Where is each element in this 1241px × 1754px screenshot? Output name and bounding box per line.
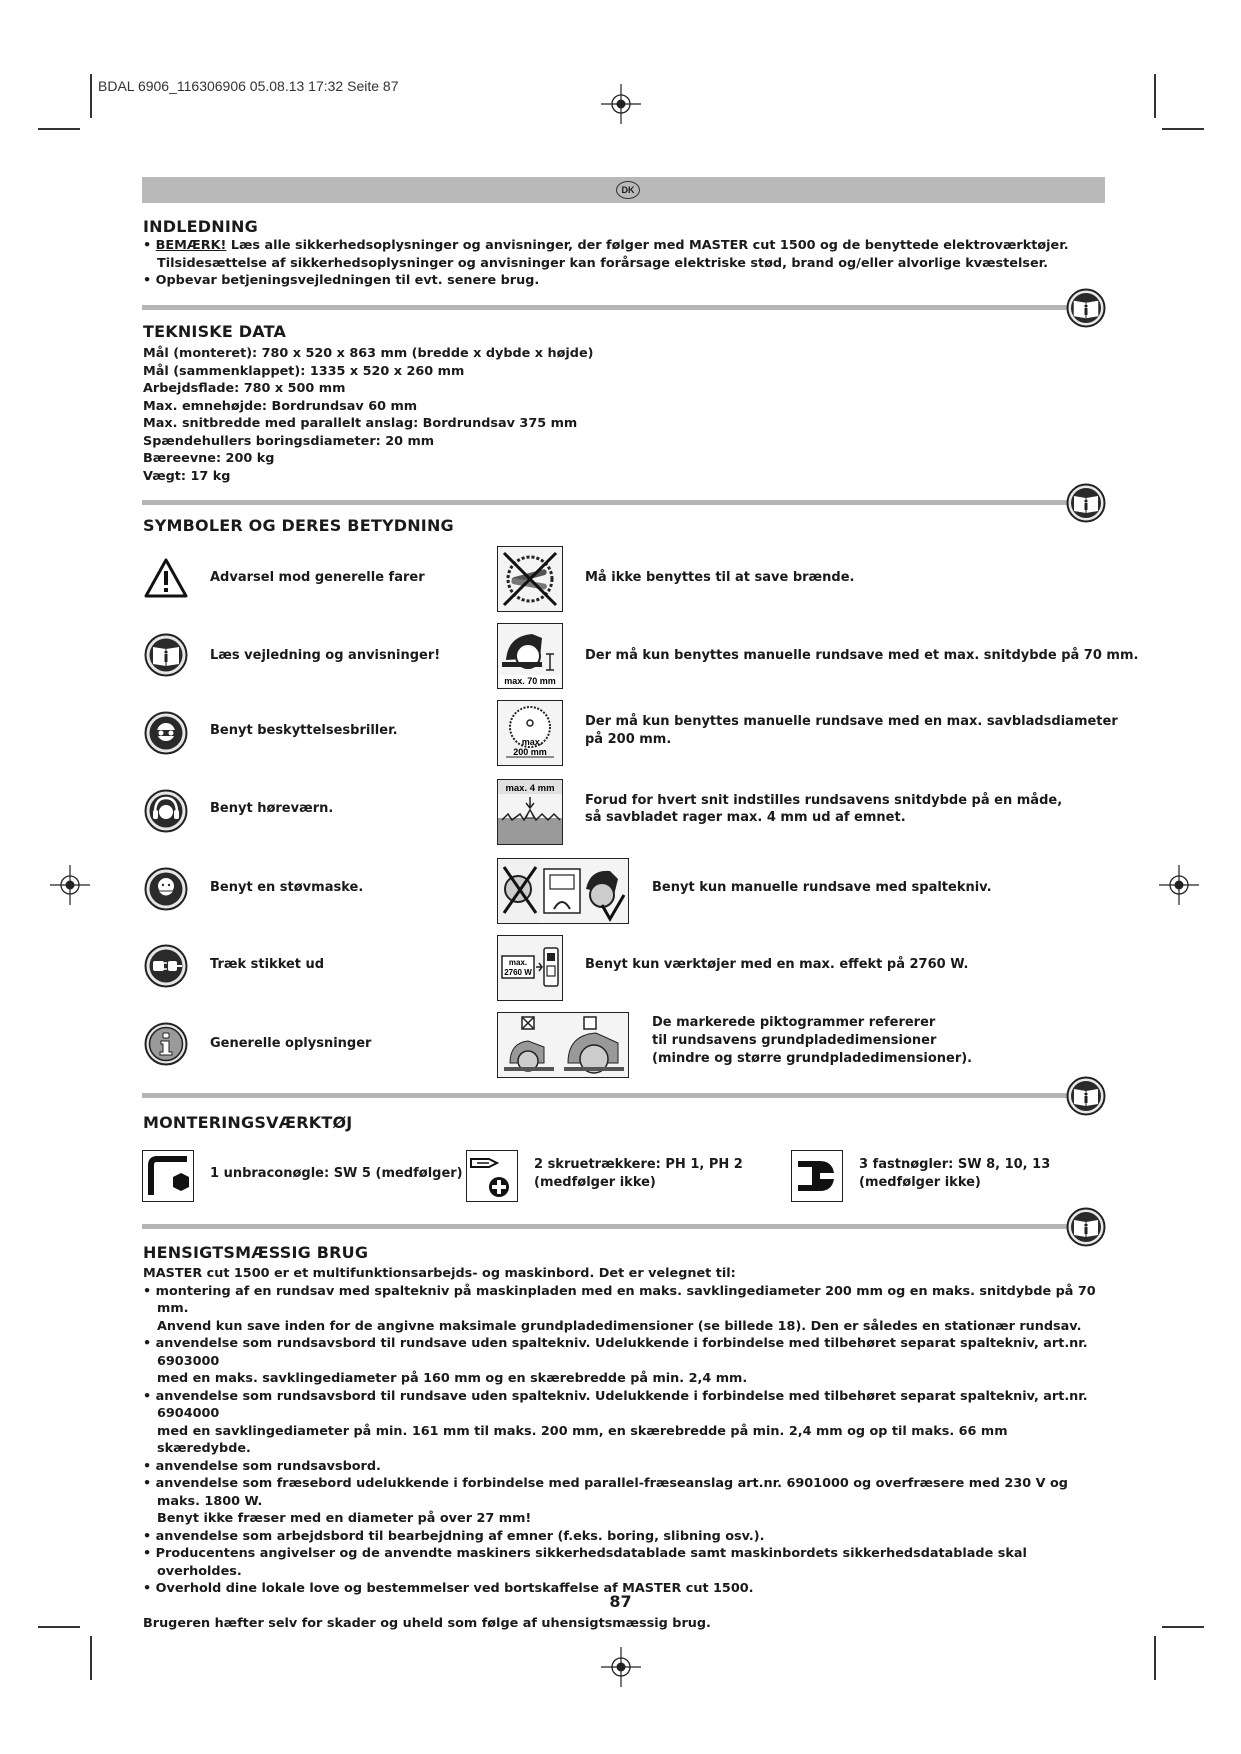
tool-label: (medfølger ikke) <box>534 1175 656 1190</box>
symbol-label: Forud for hvert snit indstilles rundsavens snitdybde på en måde, <box>585 793 1063 808</box>
wrench-icon-box <box>791 1150 843 1202</box>
page-number: 87 <box>609 1592 632 1611</box>
list-item-text: Producentens angivelser og de anvendte maskiners sikkerhedsdatablade samt maskinbordets sikkerhedsdatablade skal overholdes. <box>155 1546 1027 1579</box>
safety-goggles-icon <box>144 711 188 755</box>
tool-label: 1 unbraconøgle: SW 5 (medfølger) <box>210 1166 463 1181</box>
max-cut-depth-icon <box>498 624 562 688</box>
registration-mark-icon <box>50 865 90 905</box>
note-label: BEMÆRK! <box>155 238 227 253</box>
keep-manual-text: Opbevar betjeningsvejledningen til evt. senere brug. <box>155 273 540 288</box>
icon-caption: max. 4 mm <box>505 783 555 794</box>
symbol-label: på 200 mm. <box>585 732 672 747</box>
allen-key-icon-box <box>142 1150 194 1202</box>
symbol-label: så savbladet rager max. 4 mm ud af emnet. <box>585 810 906 825</box>
tech-data-list <box>143 345 843 485</box>
symbol-label: Træk stikket ud <box>210 957 325 972</box>
symbol-label: Der må kun benyttes manuelle rundsave med en max. savbladsdiameter <box>585 714 1118 729</box>
list-item: • anvendelse som rundsavsbord. <box>143 1458 381 1474</box>
registration-mark-icon <box>601 1647 641 1687</box>
symbol-label: Benyt beskyttelsesbriller. <box>210 723 398 738</box>
list-item-text: anvendelse som rundsavsbord til rundsave uden spaltekniv. Udelukkende i forbindelse med tilbehøret separat spaltekniv, art.nr. 6903000 <box>155 1336 1088 1369</box>
list-item: • anvendelse som rundsavsbord til rundsave uden spaltekniv. Udelukkende i forbindelse med tilbehøret separat spaltekniv, art.nr. 6903000 <box>143 1336 1088 1369</box>
liability-text: Brugeren hæfter selv for skader og uheld som følge af uhensigtsmæssig brug. <box>143 1615 711 1631</box>
list-item: • montering af en rundsav med spaltekniv på maskinpladen med en maks. savklingediameter 200 mm og en maks. snitdybde på 70 mm. <box>143 1283 1096 1316</box>
tool-label: 2 skruetrækkere: PH 1, PH 2 <box>534 1157 743 1172</box>
riving-knife-icon-box <box>497 858 629 924</box>
base-plate-dimension-icon <box>498 1013 628 1077</box>
list-item-text: anvendelse som rundsavsbord. <box>155 1458 381 1474</box>
crop-mark <box>1154 1636 1156 1680</box>
tech-line: Max. snitbredde med parallelt anslag: Bordrundsav 375 mm <box>143 416 578 431</box>
symbol-label: Der må kun benyttes manuelle rundsave med et max. snitdybde på 70 mm. <box>585 648 1139 663</box>
read-manual-icon <box>144 633 188 677</box>
icon-caption: 200 mm <box>513 747 547 757</box>
max-blade-diameter-icon-box <box>497 700 563 766</box>
tools-heading: MONTERINGSVÆRKTØJ <box>143 1113 353 1132</box>
tech-line: Mål (monteret): 780 x 520 x 863 mm (bredde x dybde x højde) <box>143 346 594 361</box>
icon-caption: max. 70 mm <box>504 676 556 686</box>
symbol-label: (mindre og større grundpladedimensioner). <box>652 1051 973 1066</box>
list-item-text: anvendelse som rundsavsbord til rundsave uden spaltekniv. Udelukkende i forbindelse med tilbehøret separat spaltekniv, art.nr. 6904000 <box>155 1388 1088 1421</box>
max-power-icon-box <box>497 935 563 1001</box>
crop-mark <box>90 1636 92 1680</box>
tech-line: Vægt: 17 kg <box>143 468 231 484</box>
list-item-text: anvendelse som arbejdsbord til bearbejdning af emner (f.eks. boring, slibning osv.). <box>155 1528 765 1544</box>
warning-triangle-icon <box>144 558 188 598</box>
info-icon <box>144 1022 188 1066</box>
max-blade-diameter-icon <box>498 701 562 765</box>
allen-key-icon <box>143 1151 193 1201</box>
language-band <box>142 177 1105 203</box>
tech-line: Bæreevne: 200 kg <box>143 451 275 466</box>
registration-mark-icon <box>1159 865 1199 905</box>
max-power-icon <box>498 936 562 1000</box>
read-manual-icon <box>1066 1076 1106 1116</box>
symbol-label: Benyt kun manuelle rundsave med spaltekniv. <box>652 880 992 895</box>
unplug-icon <box>144 944 188 988</box>
list-item-text: Benyt ikke fræser med en diameter på over 27 mm! <box>157 1511 532 1526</box>
crop-mark <box>38 1626 80 1628</box>
symbol-label: De markerede piktogrammer refererer <box>652 1015 936 1030</box>
icon-caption: max. <box>521 737 543 747</box>
symbols-heading: SYMBOLER OG DERES BETYDNING <box>143 516 454 535</box>
icon-caption: 2760 W <box>504 968 532 977</box>
crop-mark <box>38 128 80 130</box>
dust-mask-icon <box>144 867 188 911</box>
list-item-text: montering af en rundsav med spaltekniv på maskinpladen med en maks. savklingediameter 200 mm og en maks. snitdybde på 70 mm. <box>155 1283 1096 1316</box>
list-item: • anvendelse som rundsavsbord til rundsave uden spaltekniv. Udelukkende i forbindelse med tilbehøret separat spaltekniv, art.nr. 6904000 <box>143 1388 1088 1421</box>
symbol-label: Læs vejledning og anvisninger! <box>210 648 441 663</box>
list-item: • anvendelse som arbejdsbord til bearbejdning af emner (f.eks. boring, slibning osv.). <box>143 1528 765 1544</box>
max-cut-depth-icon-box <box>497 623 563 689</box>
icon-caption: max. <box>508 958 528 967</box>
symbol-label: Benyt en støvmaske. <box>210 880 364 895</box>
wrench-icon <box>792 1151 842 1201</box>
no-firewood-icon-box <box>497 546 563 612</box>
usage-intro: MASTER cut 1500 er et multifunktionsarbejds- og maskinbord. Det er velegnet til: <box>143 1266 736 1281</box>
crop-mark <box>1162 128 1204 130</box>
list-item: • Producentens angivelser og de anvendte maskiners sikkerhedsdatablade samt maskinbordets sikkerhedsdatablade skal overholdes. <box>143 1546 1027 1579</box>
no-firewood-icon <box>498 547 562 611</box>
screwdriver-icon-box <box>466 1150 518 1202</box>
note-cont: Tilsidesættelse af sikkerhedsoplysninger og anvisninger kan forårsage elektriske stød, brand og/eller alvorlige kvæstelser. <box>157 255 1048 271</box>
symbol-label: Advarsel mod generelle farer <box>210 570 425 585</box>
usage-text <box>143 1265 1103 1632</box>
print-header: BDAL 6906_116306906 05.08.13 17:32 Seite 87 <box>98 78 399 94</box>
list-item: • anvendelse som fræsebord udelukkende i forbindelse med parallel-fræseanslag art.nr. 6901000 og overfræsere med 230 V og maks. 1800 W. <box>143 1476 1068 1509</box>
base-plate-dimension-icon-box <box>497 1012 629 1078</box>
list-item-text: Anvend kun save inden for de angivne maksimale grundpladedimensioner (se billede 18). Den er således en stationær rundsav. <box>157 1318 1082 1334</box>
blade-protrusion-icon-box <box>497 779 563 845</box>
tool-label: 3 fastnøgler: SW 8, 10, 13 <box>859 1157 1051 1172</box>
blade-protrusion-icon <box>498 780 562 844</box>
list-item-text: med en savklingediameter på min. 161 mm til maks. 200 mm, en skærebredde på min. 2,4 mm og op til maks. 66 mm skæredybde. <box>157 1423 1008 1456</box>
ear-protection-icon <box>144 789 188 833</box>
intro-text: • BEMÆRK! Læs alle sikkerhedsoplysninger og anvisninger, der følger med MASTER cut 1500 og de benyttede elektroværktøjer. Tilsidesættelse af sikkerhedsoplysninger og anvisninger kan forårsage elektriske stød, brand og/eller alvorlige kvæstelser. • Opbevar betjeningsvejledningen til evt. senere brug. <box>143 237 1093 290</box>
symbol-label: Generelle oplysninger <box>210 1036 372 1051</box>
registration-mark-icon <box>601 84 641 124</box>
list-item-text: Overhold dine lokale love og bestemmelser ved bortskaffelse af MASTER cut 1500. <box>155 1581 754 1596</box>
usage-heading: HENSIGTSMÆSSIG BRUG <box>143 1243 369 1262</box>
intro-heading: INDLEDNING <box>143 217 258 236</box>
section-divider <box>142 1093 1077 1098</box>
tech-line: Arbejdsflade: 780 x 500 mm <box>143 381 346 396</box>
screwdriver-icon <box>467 1151 517 1201</box>
riving-knife-icon <box>498 859 628 923</box>
symbol-label: Benyt kun værktøjer med en max. effekt på 2760 W. <box>585 957 969 972</box>
tech-line: Spændehullers boringsdiameter: 20 mm <box>143 433 435 449</box>
read-manual-icon <box>1066 483 1106 523</box>
section-divider <box>142 305 1077 310</box>
symbol-label: Må ikke benyttes til at save brænde. <box>585 570 855 585</box>
crop-mark <box>90 74 92 118</box>
symbol-label: Benyt høreværn. <box>210 801 334 816</box>
list-item-text: med en maks. savklingediameter på 160 mm og en skærebredde på min. 2,4 mm. <box>157 1371 748 1386</box>
list-item-text: anvendelse som fræsebord udelukkende i forbindelse med parallel-fræseanslag art.nr. 6901000 og overfræsere med 230 V og maks. 1800 W. <box>155 1476 1068 1509</box>
list-item: • Overhold dine lokale love og bestemmelser ved bortskaffelse af MASTER cut 1500. <box>143 1581 754 1596</box>
symbol-label: til rundsavens grundpladedimensioner <box>652 1033 937 1048</box>
note-text: Læs alle sikkerhedsoplysninger og anvisninger, der følger med MASTER cut 1500 og de benyttede elektroværktøjer. <box>226 238 1069 253</box>
language-badge: DK <box>616 181 640 199</box>
tech-heading: TEKNISKE DATA <box>143 322 287 341</box>
crop-mark <box>1154 74 1156 118</box>
tech-line: Max. emnehøjde: Bordrundsav 60 mm <box>143 398 418 414</box>
tool-label: (medfølger ikke) <box>859 1175 981 1190</box>
read-manual-icon <box>1066 1207 1106 1247</box>
section-divider <box>142 500 1077 505</box>
read-manual-icon <box>1066 288 1106 328</box>
section-divider <box>142 1224 1077 1229</box>
crop-mark <box>1162 1626 1204 1628</box>
tech-line: Mål (sammenklappet): 1335 x 520 x 260 mm <box>143 363 465 379</box>
